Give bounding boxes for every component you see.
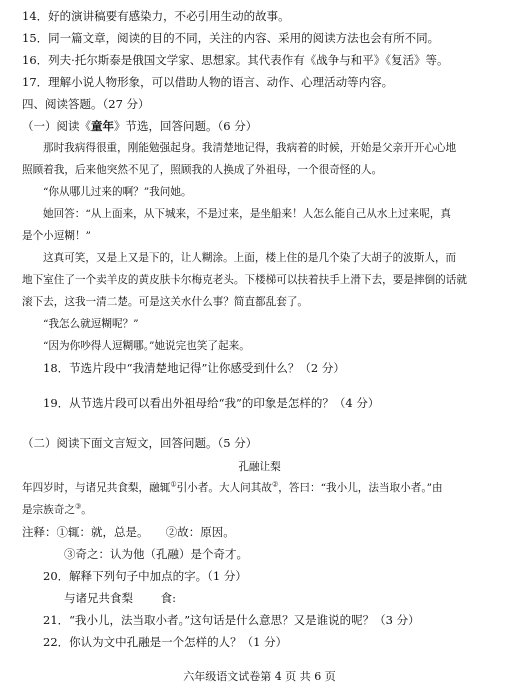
reading-2-header: （二）阅读下面文言短文，回答问题。（5 分） [22,436,258,450]
question-20-target-char: 食: [160,591,177,605]
classical-text-seg-1: 年四岁时，与诸兄共食梨，融辄 [22,482,171,494]
notes-line-2: ③奇之：认为他（孔融）是个奇才。 [64,547,248,561]
question-15: 15．同一篇文章，阅读的目的不同，关注的内容、采用的阅读方法也会有所不同。 [22,31,440,45]
reading-1-header [22,118,257,134]
classical-text-line-1 [22,480,443,496]
question-17: 17．理解小说人物形象，可以借助人物的语言、动作、心理活动等内容。 [22,75,394,89]
question-21: 21．“我小儿，法当取小者。”这句话是什么意思？又是谁说的呢？（3 分） [43,613,420,627]
notes-line-1: 注释：①辄：就，总是。 ②故：原因。 [22,525,235,539]
question-20: 20．解释下列句子中加点的字。（1 分） [43,569,247,583]
question-20-item [64,590,176,606]
classical-text-seg-2: 引小者。大人问其故 [176,482,272,494]
passage-para-3a: 她回答：“从上面来，从下城来，不是过来，是坐船来！人怎么能自己从水上过来呢，真 [43,208,451,220]
note-marker-1: ① [170,480,177,489]
classical-title: 孔融让梨 [238,461,281,473]
question-20-sentence: 与诸兄共食梨 [64,591,133,605]
question-16: 16．列夫·托尔斯泰是俄国文学家、思想家。其代表作有《战争与和平》《复活》等。 [22,53,449,67]
reading-1-header-post: 》节选，回答问题。（6 分） [114,119,258,133]
question-18: 18．节选片段中“我清楚地记得”让你感受到什么？（2 分） [43,361,345,375]
note-marker-2: ② [271,480,279,489]
page-footer: 六年级语文试卷第 4 页 共 6 页 [183,670,336,683]
classical-text-seg-3: ，答曰：“我小儿，法当取小者。”由 [278,482,443,494]
classical-text-seg-4: 是宗族奇之 [22,504,75,516]
reading-1-book-title: 童年 [91,119,114,133]
passage-para-4b: 地下室住了一个卖羊皮的黄皮肤卡尔梅克老头。下楼梯可以扶着扶手上滑下去，要是摔倒的话就 [22,274,467,286]
passage-para-4a: 这真可笑，又是上又是下的，让人糊涂。上面，楼上住的是几个染了大胡子的波斯人，而 [43,252,457,264]
passage-para-4c: 滚下去，这我一清二楚。可是这关水什么事？简直都乱套了。 [22,296,309,308]
reading-1-header-pre: （一）阅读《 [22,119,91,133]
passage-para-6: “因为你吵得人逗糊哪。”她说完也笑了起来。 [43,340,250,352]
passage-para-3b: 是个小逗糊！” [22,230,91,242]
question-19: 19．从节选片段可以看出外祖母给“我”的印象是怎样的？（4 分） [43,396,380,410]
passage-para-1a: 那时我病得很重，刚能勉强起身。我清楚地记得，我病着的时候，开始是父亲开开心心地 [43,142,457,154]
note-marker-3: ③ [74,502,82,511]
section-4-title: 四、阅读答题。（27 分） [22,97,150,111]
passage-para-5: “我怎么就逗糊呢？” [43,318,139,330]
question-14: 14．好的演讲稿要有感染力，不必引用生动的故事。 [22,9,290,23]
classical-text-seg-5: 。 [81,504,92,516]
classical-text-line-2 [22,502,92,518]
passage-para-2: “你从哪儿过来的啊？”我问她。 [43,186,192,198]
question-22: 22．你认为文中孔融是一个怎样的人？（1 分） [43,635,288,649]
passage-para-1b: 照顾着我，后来他突然不见了，照顾我的人换成了外祖母，一个很奇怪的人。 [22,164,383,176]
